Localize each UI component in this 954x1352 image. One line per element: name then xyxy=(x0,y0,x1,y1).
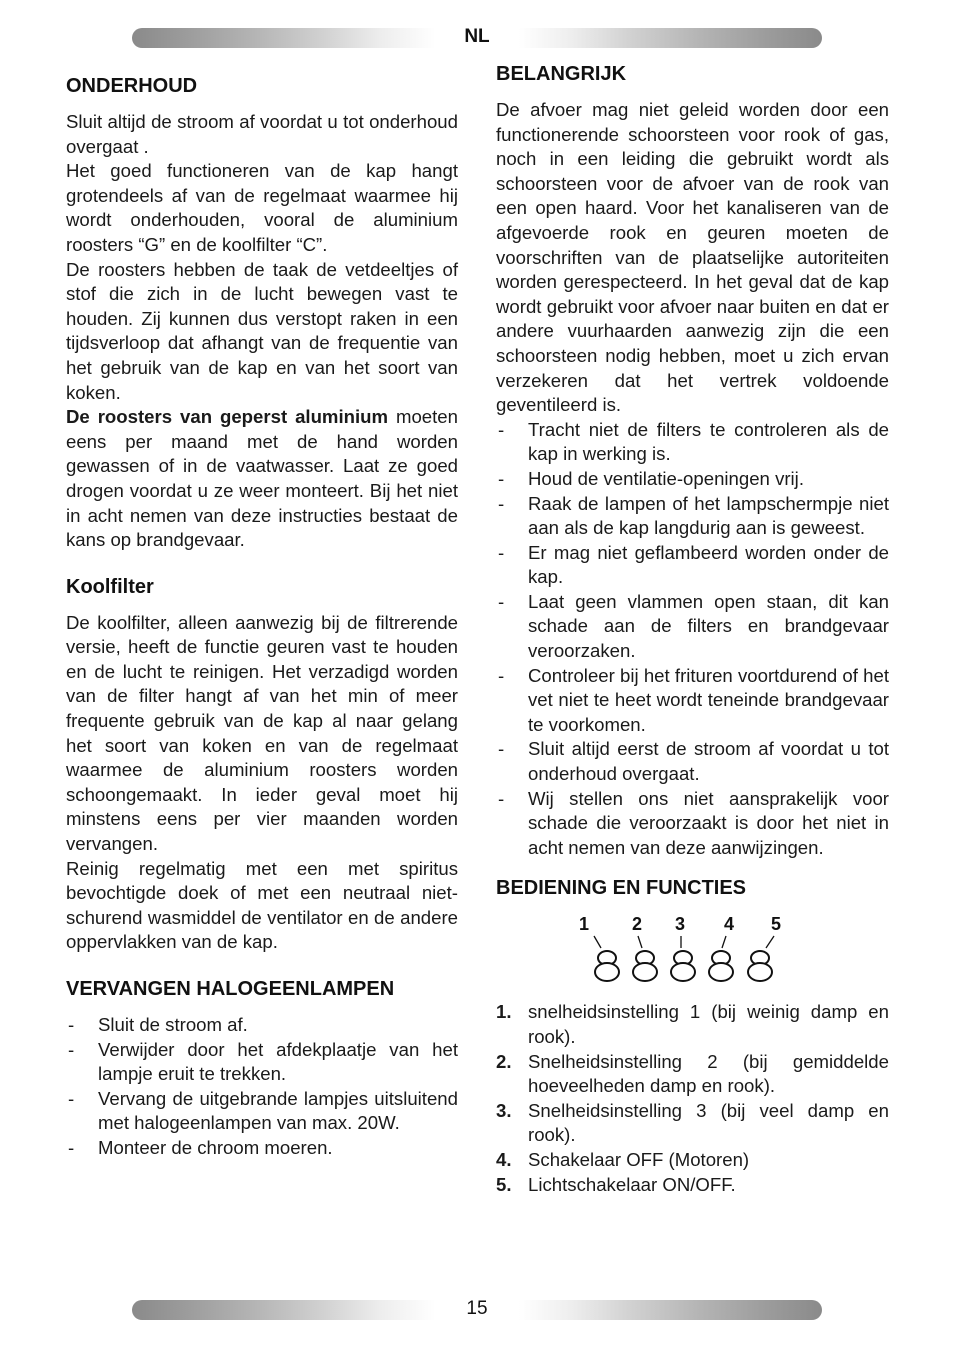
left-column xyxy=(66,72,458,1161)
list-item: - Sluit de stroom af. xyxy=(66,1013,458,1038)
section-belangrijk xyxy=(496,60,889,860)
list-item: - Laat geen vlammen open staan, dit kan schade aan de filters en brandgevaar veroorzaken. xyxy=(496,590,889,664)
list-item: - Raak de lampen of het lampschermpje niet aan als de kap langdurig aan is geweest. xyxy=(496,492,889,541)
leader-line-1 xyxy=(594,936,601,948)
list-item: - Monteer de chroom moeren. xyxy=(66,1136,458,1161)
function-number: 3. xyxy=(496,1099,512,1121)
list-item: - Houd de ventilatie-openingen vrij. xyxy=(496,467,889,492)
function-number: 1. xyxy=(496,1001,512,1023)
heading-halogeenlampen: VERVANGEN HALOGEENLAMPEN xyxy=(66,978,395,1000)
button-symbols xyxy=(595,951,772,981)
paragraph-rest: moeten eens per maand met de hand worden gewassen of in de vaatwasser. Laat ze goed drogen voordat u ze weer monteert. Bij het niet in acht nemen van deze instructies bestaat de kans op brandgevaar. xyxy=(66,406,458,551)
leader-line-4 xyxy=(722,936,726,948)
language-code: NL xyxy=(464,26,490,47)
paragraph: Het goed functioneren van de kap hangt grotendeels af van de regelmaat waarmee hij wordt onderhouden, vooral de aluminium roosters “G” en de koolfilter “C”. xyxy=(66,160,458,255)
list-item: - Verwijder door het afdekplaatje van het lampje eruit te trekken. xyxy=(66,1038,458,1087)
panel-label-2: 2 xyxy=(631,914,643,935)
list-item: - Vervang de uitgebrande lampjes uitsluitend met halogeenlampen van max. 20W. xyxy=(66,1087,458,1136)
button-symbol-1 xyxy=(595,951,619,981)
paragraph-aluminium xyxy=(66,405,458,553)
page-number: 15 xyxy=(466,1298,488,1319)
right-column xyxy=(496,60,889,1197)
button-symbol-3 xyxy=(671,951,695,981)
section-koolfilter xyxy=(66,573,458,955)
control-panel-svg xyxy=(496,912,889,994)
function-number: 2. xyxy=(496,1050,512,1072)
paragraph: De koolfilter, alleen aanwezig bij de filtrerende versie, heeft de functie geuren vast te houden en de lucht te reinigen. Het verzadigd worden van de filter hangt af van het min of meer frequente gebruik van de kap al naar gelang het soort van koken en van de regelmaat waarmee de aluminium roosters worden schoongemaakt. In ieder geval moet hij minstens eens per vier maanden worden vervangen. xyxy=(66,611,458,855)
button-symbol-2 xyxy=(633,951,657,981)
belangrijk-list xyxy=(496,418,889,861)
function-number: 4. xyxy=(496,1148,512,1170)
control-panel-diagram xyxy=(496,912,889,994)
function-item xyxy=(496,1050,889,1099)
function-text: snelheidsinstelling 1 (bij weinig damp en rook). xyxy=(528,1001,889,1047)
button-symbol-4 xyxy=(709,951,733,981)
function-text: Schakelaar OFF (Motoren) xyxy=(528,1148,750,1170)
function-item xyxy=(496,1148,889,1173)
section-onderhoud xyxy=(66,72,458,553)
function-text: Snelheidsinstelling 3 (bij veel damp en rook). xyxy=(528,1099,889,1146)
list-item: - Er mag niet geflambeerd worden onder de kap. xyxy=(496,541,889,590)
panel-label-5: 5 xyxy=(770,914,782,935)
paragraph: De roosters hebben de taak de vetdeeltjes of stof die zich in de lucht bewegen vast te houden. Zij kunnen dus verstopt raken in een tijdsverloop dat afhangt van de frequentie van het gebruik van de kap en van het soort van koken. xyxy=(66,258,458,403)
function-item xyxy=(496,1099,889,1148)
function-item xyxy=(496,1000,889,1049)
function-text: Snelheidsinstelling 2 (bij gemiddelde hoeveelheden damp en rook). xyxy=(528,1050,889,1097)
list-item: - Tracht niet de filters te controleren als de kap in werking is. xyxy=(496,418,889,467)
list-item: - Wij stellen ons niet aansprakelijk voor schade die veroorzaakt is door het niet in acht nemen van deze aanwijzingen. xyxy=(496,787,889,861)
panel-label-4: 4 xyxy=(723,914,735,935)
function-text: Lichtschakelaar ON/OFF. xyxy=(528,1173,736,1195)
leader-line-5 xyxy=(766,936,774,948)
heading-koolfilter: Koolfilter xyxy=(66,575,154,598)
heading-belangrijk: BELANGRIJK xyxy=(496,63,627,85)
function-item xyxy=(496,1173,889,1198)
heading-onderhoud: ONDERHOUD xyxy=(66,75,198,97)
heading-bediening: BEDIENING EN FUNCTIES xyxy=(496,877,747,900)
paragraph: Sluit altijd de stroom af voordat u tot onderhoud overgaat . xyxy=(66,111,458,157)
functions-list xyxy=(496,1000,889,1197)
button-symbol-5 xyxy=(748,951,772,981)
function-number: 5. xyxy=(496,1173,512,1195)
section-halogeenlampen xyxy=(66,975,458,1161)
halogeen-list xyxy=(66,1013,458,1161)
paragraph: Reinig regelmatig met een met spiritus bevochtigde doek of met een neutraal niet-schurend wasmiddel de ventilator en de andere oppervlakken van de kap. xyxy=(66,857,458,953)
list-item: - Sluit altijd eerst de stroom af voordat u tot onderhoud overgaat. xyxy=(496,737,889,786)
leader-line-2 xyxy=(638,936,642,948)
panel-label-3: 3 xyxy=(674,914,686,935)
list-item: - Controleer bij het frituren voortdurend of het vet niet te heet wordt teneinde brandgevaar te voorkomen. xyxy=(496,664,889,738)
panel-label-1: 1 xyxy=(578,914,590,935)
section-bediening xyxy=(496,874,889,1197)
bold-lead: De roosters van geperst aluminium xyxy=(66,406,389,428)
paragraph: De afvoer mag niet geleid worden door een functionerende schoorsteen voor rook of gas, noch in een leiding die gebruikt wordt als schoorsteen voor de afvoer van de rook van een open haard. Voor het kanaliseren van de afgevoerde rook en geuren moeten de voorschriften van de plaatselijke autoriteiten worden gerespecteerd. In het geval dat de kap wordt gebruikt voor afvoer naar buiten en dat er andere vuurhaarden aanwezig zijn die een schoorsteen nodig hebben, moet u zich ervan verzekeren dat het vertrek voldoende geventileerd is. xyxy=(496,99,889,416)
